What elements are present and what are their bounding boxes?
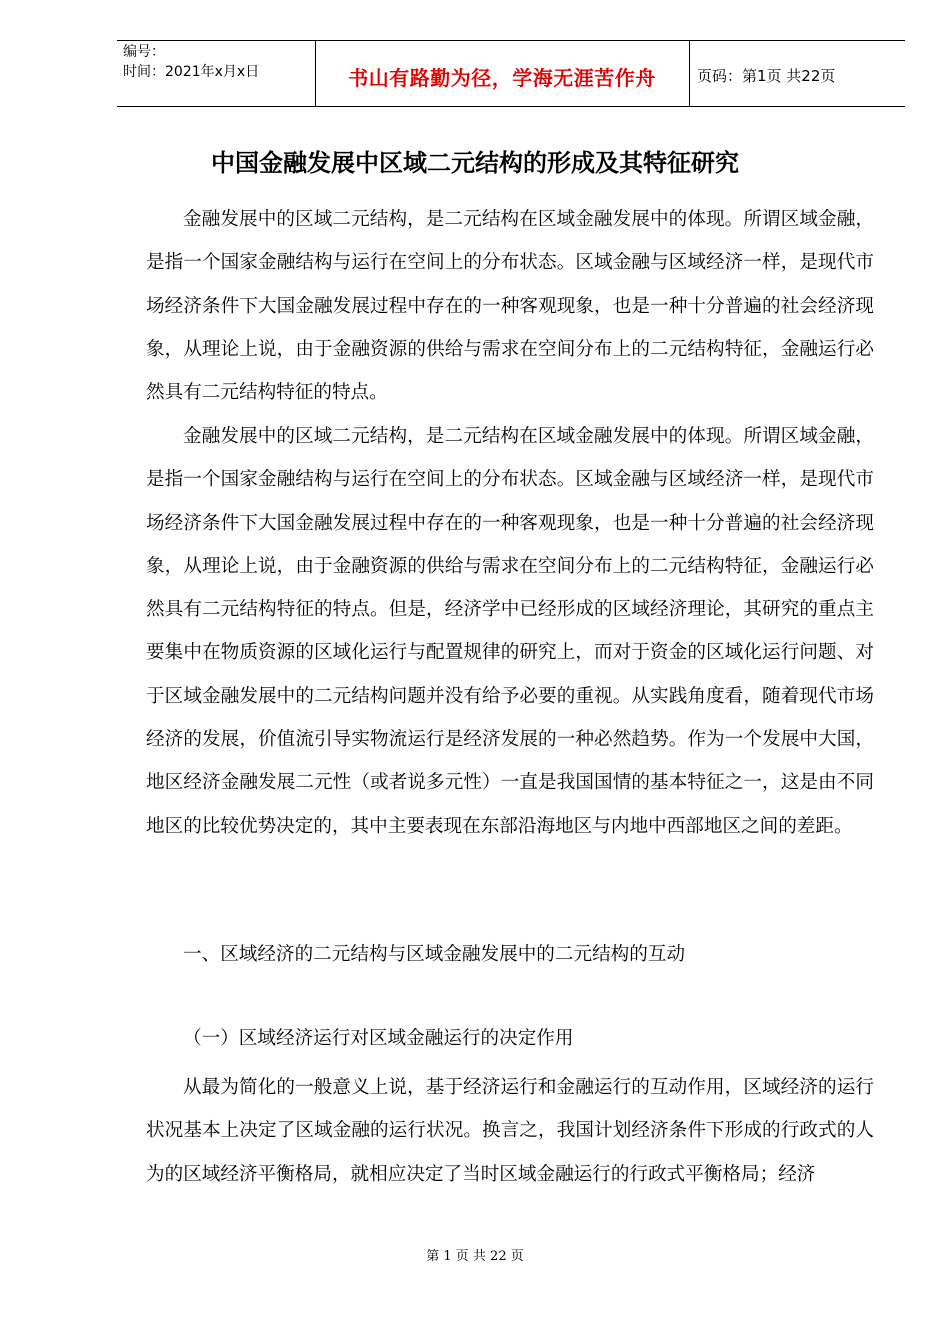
header-page-info: 页码：第1页 共22页 xyxy=(697,67,836,85)
document-number-label: 编号： xyxy=(123,44,165,60)
header-divider xyxy=(689,41,690,106)
header-meta xyxy=(123,42,313,82)
body-paragraph: 金融发展中的区域二元结构，是二元结构在区域金融发展中的体现。所谓区域金融，是指一个国家金融结构与运行在空间上的分布状态。区域金融与区域经济一样，是现代市场经济条件下大国金融发展过程中存在的一种客观现象，也是一种十分普遍的社会经济现象，从理论上说，由于金融资源的供给与需求在空间分布上的二元结构特征，金融运行必然具有二元结构特征的特点。 xyxy=(146,209,874,404)
document-header xyxy=(117,40,905,107)
body-paragraph: 从最为简化的一般意义上说，基于经济运行和金融运行的互动作用，区域经济的运行状况基本上决定了区域金融的运行状况。换言之，我国计划经济条件下形成的行政式的人为的区域经济平衡格局，就相应决定了当时区域金融运行的行政式平衡格局；经济 xyxy=(146,1077,874,1185)
subsection-heading: （一）区域经济运行对区域金融运行的决定作用 xyxy=(183,1028,574,1049)
page-footer: 第 1 页 共 22 页 xyxy=(426,1249,524,1264)
section-heading: 一、区域经济的二元结构与区域金融发展中的二元结构的互动 xyxy=(183,944,686,965)
document-time-label: 时间：2021年x月x日 xyxy=(123,64,260,80)
header-motto: 书山有路勤为径，学海无涯苦作舟 xyxy=(348,66,656,90)
body-paragraph: 金融发展中的区域二元结构，是二元结构在区域金融发展中的体现。所谓区域金融，是指一个国家金融结构与运行在空间上的分布状态。区域金融与区域经济一样，是现代市场经济条件下大国金融发展过程中存在的一种客观现象，也是一种十分普遍的社会经济现象，从理论上说，由于金融资源的供给与需求在空间分布上的二元结构特征，金融运行必然具有二元结构特征的特点。但是，经济学中已经形成的区域经济理论，其研究的重点主要集中在物质资源的区域化运行与配置规律的研究上，而对于资金的区域化运行问题、对于区域金融发展中的二元结构问题并没有给予必要的重视。从实践角度看，随着现代市场经济的发展，价值流引导实物流运行是经济发展的一种必然趋势。作为一个发展中大国，地区经济金融发展二元性（或者说多元性）一直是我国国情的基本特征之一，这是由不同地区的比较优势决定的，其中主要表现在东部沿海地区与内地中西部地区之间的差距。 xyxy=(146,426,874,837)
page-title: 中国金融发展中区域二元结构的形成及其特征研究 xyxy=(211,149,739,177)
